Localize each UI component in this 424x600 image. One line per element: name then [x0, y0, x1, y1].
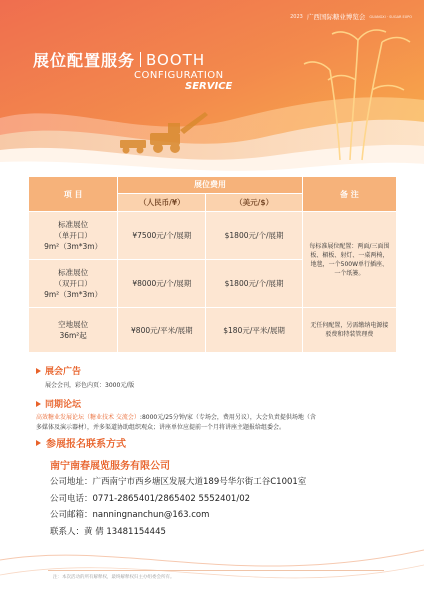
footer-divider	[48, 570, 384, 571]
item-size: 9m²（3m*3m）	[44, 290, 103, 299]
item-size: 9m²（3m*3m）	[44, 242, 103, 251]
row-usd: $180元/平米/展期	[206, 308, 301, 352]
title-english-booth: BOOTH	[146, 50, 206, 69]
forum-body-1: :8000元/25分钟/家（专场会，费用另议），大会负责提供场地（含	[139, 414, 316, 421]
forum-body-2: 多媒体及演示器材），并多渠道协助组织观众；讲座单位应提前一个月将讲座主题报给组委会。	[36, 424, 286, 431]
row-item	[29, 260, 117, 307]
forum-section	[36, 397, 396, 433]
title-chinese: 展位配置服务	[33, 51, 136, 70]
table-row	[29, 308, 396, 352]
ads-body: 展会会刊，彩色内页：3000元/版	[45, 382, 135, 389]
ads-section	[36, 364, 134, 391]
standard-booth-note: 每标准展位配置：两面/三面围板、楣板、射灯、一桌两椅，地毯，一个500W单行插座、一个纸篓。	[303, 212, 396, 307]
row-rmb: ¥7500元/个/展期	[118, 212, 205, 259]
title-english-service: SERVICE	[185, 81, 233, 92]
table-row	[29, 212, 396, 259]
booth-fee-table	[28, 176, 397, 353]
header-item: 项 目	[29, 177, 117, 211]
footer-note: 注：本次活动的所有解释权，最终解释权归主办组委会所有。	[53, 575, 175, 580]
row-usd: $1800元/个/展期	[206, 260, 301, 307]
item-name: 标准展位	[58, 220, 89, 229]
company-name: 南宁南春展览服务有限公司	[50, 461, 170, 472]
forum-title: 同期论坛	[45, 400, 82, 410]
arrow-icon	[36, 401, 41, 407]
title-divider	[140, 52, 141, 67]
header-fee: 展位费用	[118, 177, 301, 193]
item-type: （单开口）	[54, 231, 92, 240]
expo-header	[290, 12, 412, 21]
footer-wave	[0, 520, 424, 600]
header-note: 备 注	[303, 177, 396, 211]
contact-person: 联系人：黄 倩 13481154445	[50, 526, 166, 537]
row-rmb: ¥8000元/个/展期	[118, 260, 205, 307]
row-rmb: ¥800元/平米/展期	[118, 308, 205, 352]
expo-name: 广西国际糖业博览会	[306, 13, 366, 21]
space-booth-note: 无任何配置，另需缴纳电源接驳费和特装管理费	[303, 308, 396, 352]
row-usd: $1800元/个/展期	[206, 212, 301, 259]
contact-title-text: 参展报名联系方式	[46, 439, 126, 450]
header-usd: （美元/$）	[206, 194, 301, 211]
contact-section-title	[36, 435, 126, 450]
row-item	[29, 308, 117, 352]
ads-title: 展会广告	[45, 367, 82, 377]
row-item	[29, 212, 117, 259]
arrow-icon	[36, 368, 41, 374]
company-email[interactable]: 公司邮箱：nanningnanchun@163.com	[50, 510, 210, 520]
forum-highlight: 高效糖业发展论坛（糖业技术 交流会）	[36, 414, 140, 421]
expo-year: 2023	[290, 13, 303, 20]
page-title	[33, 48, 232, 92]
company-address: 公司地址：广西南宁市西乡塘区发展大道189号华尔街工谷C1001室	[50, 477, 307, 487]
item-type: （双开口）	[54, 279, 92, 288]
header-rmb: （人民币/¥）	[118, 194, 205, 211]
title-english-configuration: CONFIGURATION	[134, 70, 224, 81]
item-name: 空地展位	[58, 320, 89, 329]
company-phone: 公司电话：0771-2865401/2865402 5552401/02	[50, 493, 251, 504]
expo-english-name: GUANGXI · SUGAR EXPO	[369, 14, 412, 19]
arrow-icon	[36, 440, 41, 446]
item-size: 36m²起	[59, 331, 87, 340]
item-name: 标准展位	[58, 268, 89, 277]
